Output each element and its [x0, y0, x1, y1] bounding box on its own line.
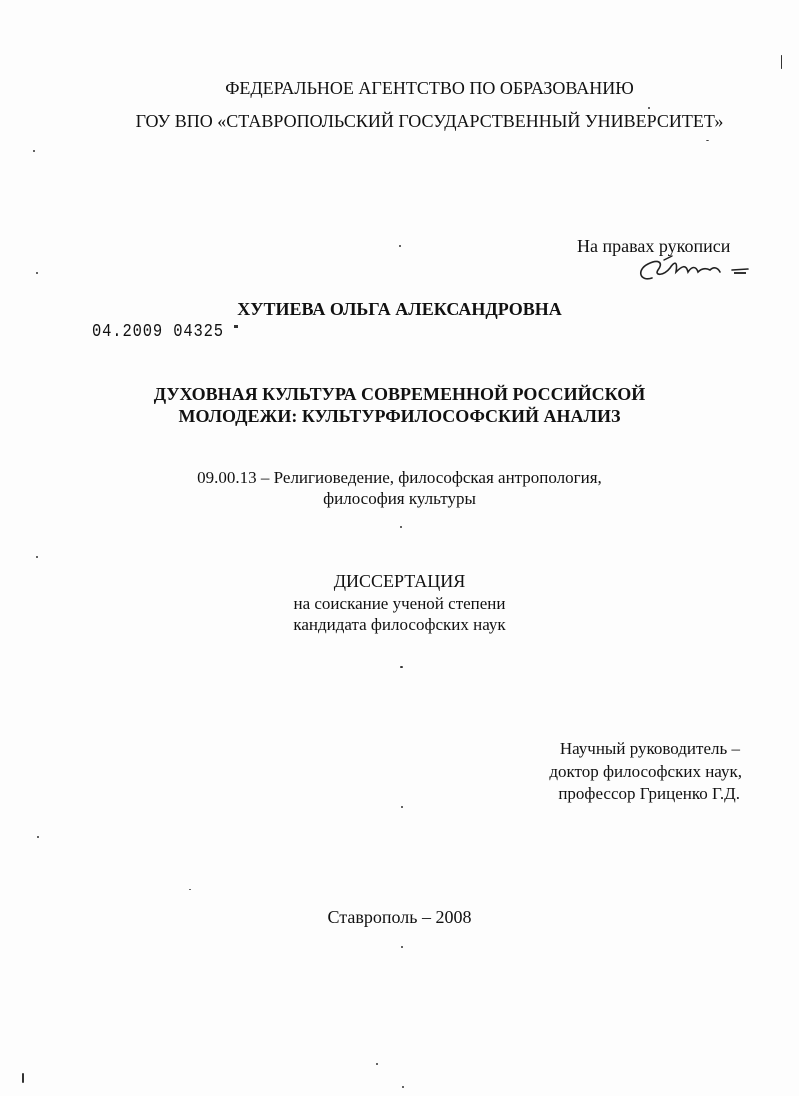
author-name: ХУТИЕВА ОЛЬГА АЛЕКСАНДРОВНА — [237, 299, 562, 319]
scan-speck — [402, 1086, 404, 1088]
scan-speck — [36, 556, 38, 558]
scan-speck — [22, 1073, 24, 1083]
scan-speck — [781, 55, 782, 69]
scan-speck — [376, 1063, 378, 1065]
handwritten-signature — [634, 252, 754, 288]
scan-speck — [400, 666, 403, 668]
scan-speck — [33, 150, 35, 152]
university-name: ГОУ ВПО «СТАВРОПОЛЬСКИЙ ГОСУДАРСТВЕННЫЙ УНИВЕРСИТЕТ» — [135, 111, 724, 131]
dissertation-title-line-1: ДУХОВНАЯ КУЛЬТУРА СОВРЕМЕННОЙ РОССИЙСКОЙ — [153, 384, 646, 404]
scan-speck — [401, 806, 403, 808]
scan-speck — [400, 526, 402, 528]
degree-line-2: кандидата философских наук — [293, 615, 506, 634]
supervisor-name: профессор Гриценко Г.Д. — [558, 784, 740, 803]
rights-note: На правах рукописи — [577, 236, 731, 256]
scan-speck — [401, 946, 403, 948]
specialty-line-1: 09.00.13 – Религиоведение, философская антропология, — [197, 468, 602, 487]
degree-line-1: на соискание ученой степени — [293, 594, 506, 613]
registration-number: 04.2009 04325 — [92, 322, 224, 342]
scan-speck — [648, 107, 650, 109]
agency-name: ФЕДЕРАЛЬНОЕ АГЕНТСТВО ПО ОБРАЗОВАНИЮ — [225, 78, 634, 98]
scan-speck — [189, 889, 191, 890]
scan-speck — [399, 245, 401, 247]
scan-speck — [37, 836, 39, 838]
specialty-line-2: философия культуры — [323, 489, 476, 508]
scan-speck — [36, 272, 38, 274]
scan-speck — [234, 325, 238, 328]
supervisor-degree: доктор философских наук, — [549, 762, 742, 781]
document-type: ДИССЕРТАЦИЯ — [333, 571, 466, 591]
dissertation-title-line-2: МОЛОДЕЖИ: КУЛЬТУРФИЛОСОФСКИЙ АНАЛИЗ — [178, 406, 621, 426]
scan-speck — [734, 272, 746, 274]
city-year: Ставрополь – 2008 — [327, 907, 472, 927]
supervisor-role: Научный руководитель – — [559, 739, 740, 758]
scan-speck — [706, 140, 709, 141]
